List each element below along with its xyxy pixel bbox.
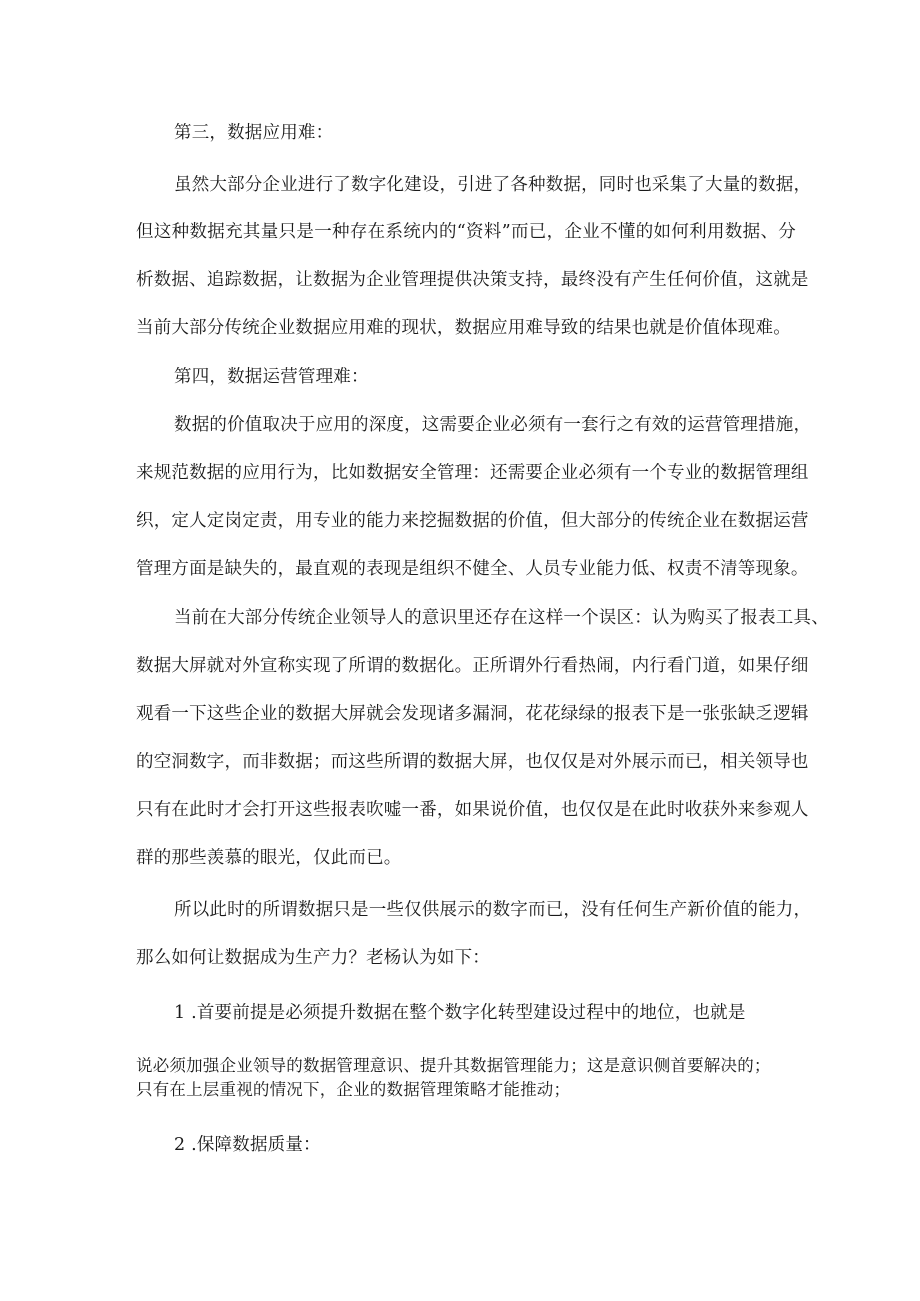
- paragraph-line: 那么如何让数据成为生产力？老杨认为如下：: [136, 948, 490, 968]
- section-heading-fourth: 第四，数据运营管理难：: [174, 367, 369, 387]
- paragraph-line: 观看一下这些企业的数据大屏就会发现诸多漏洞，花花绿绿的报表下是一张张缺乏逻辑: [136, 704, 809, 724]
- section-heading-third: 第三，数据应用难：: [174, 123, 334, 143]
- list-item-1: 1 .首要前提是必须提升数据在整个数字化转型建设过程中的地位，也就是: [174, 1003, 746, 1023]
- paragraph-line: 所以此时的所谓数据只是一些仅供展示的数字而已，没有任何生产新价值的能力，: [174, 900, 812, 920]
- list-item-1-continued: 说必须加强企业领导的数据管理意识、提升其数据管理能力；这是意识侧首要解决的；: [136, 1056, 771, 1075]
- paragraph-line: 析数据、追踪数据，让数据为企业管理提供决策支持，最终没有产生任何价值，这就是: [136, 270, 809, 290]
- paragraph-line: 当前大部分传统企业数据应用难的现状，数据应用难导致的结果也就是价值体现难。: [136, 318, 791, 338]
- paragraph-line: 虽然大部分企业进行了数字化建设，引进了各种数据，同时也采集了大量的数据，: [174, 175, 812, 195]
- paragraph-line: 但这种数据充其量只是一种存在系统内的“资料”而已，企业不懂的如何利用数据、分: [136, 222, 796, 242]
- paragraph-line: 当前在大部分传统企业领导人的意识里还存在这样一个误区：认为购买了报表工具、: [174, 608, 829, 628]
- list-item-1-continued: 只有在上层重视的情况下，企业的数据管理策略才能推动；: [136, 1080, 571, 1099]
- list-item-2: 2 .保障数据质量：: [174, 1135, 321, 1155]
- paragraph-line: 的空洞数字，而非数据；而这些所谓的数据大屏，也仅仅是对外展示而已，相关领导也: [136, 752, 809, 772]
- paragraph-line: 管理方面是缺失的，最直观的表现是组织不健全、人员专业能力低、权责不清等现象。: [136, 559, 809, 579]
- paragraph-line: 数据的价值取决于应用的深度，这需要企业必须有一套行之有效的运营管理措施，: [174, 415, 812, 435]
- paragraph-line: 只有在此时才会打开这些报表吹嘘一番，如果说价值，也仅仅是在此时收获外来参观人: [136, 800, 809, 820]
- paragraph-line: 数据大屏就对外宣称实现了所谓的数据化。正所谓外行看热闹，内行看门道，如果仔细: [136, 656, 809, 676]
- paragraph-line: 织，定人定岗定责，用专业的能力来挖掘数据的价值，但大部分的传统企业在数据运营: [136, 511, 809, 531]
- paragraph-line: 来规范数据的应用行为，比如数据安全管理：还需要企业必须有一个专业的数据管理组: [136, 463, 809, 483]
- paragraph-line: 群的那些羡慕的眼光，仅此而已。: [136, 848, 402, 868]
